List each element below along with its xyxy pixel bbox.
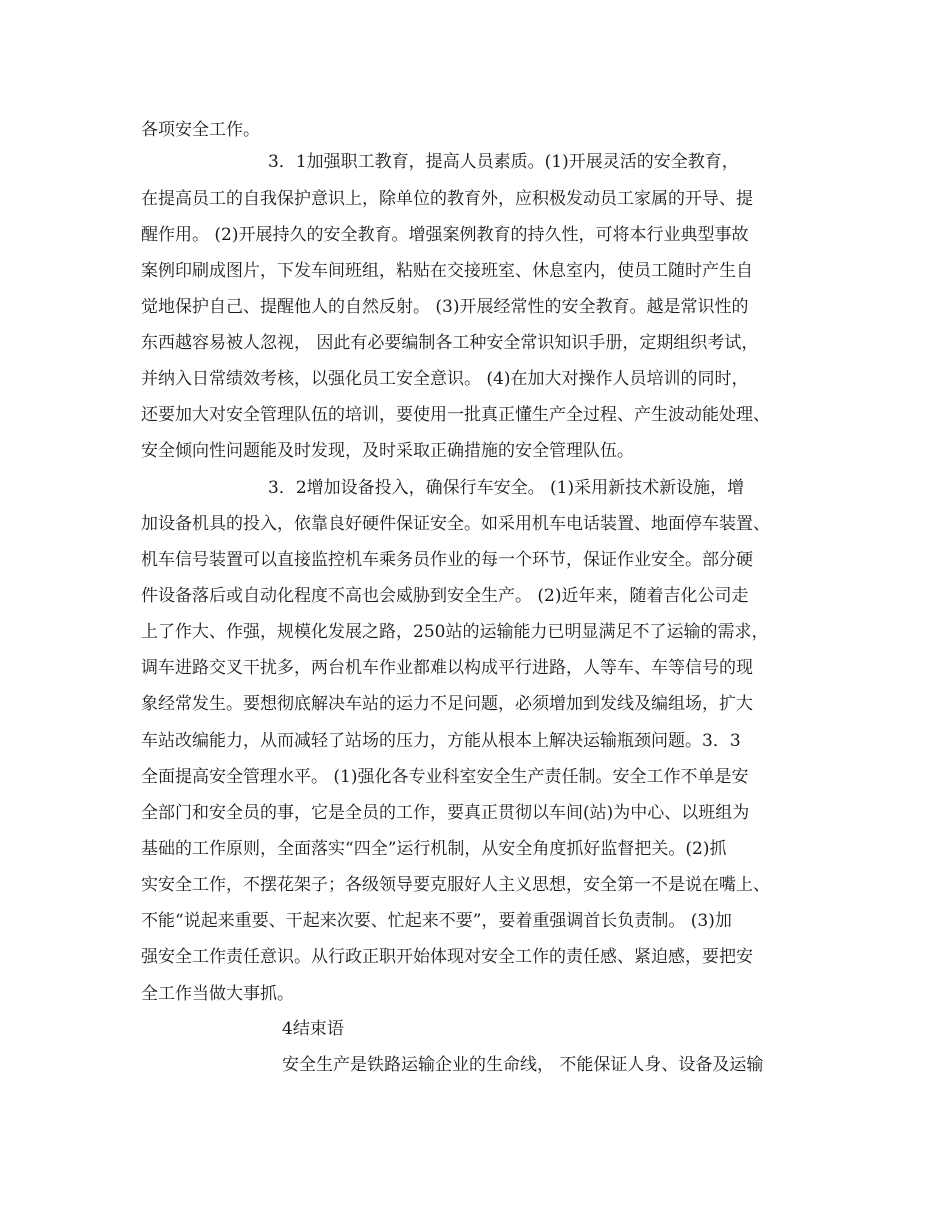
text-line: 全面提高安全管理水平。 (1)强化各专业科室安全生产责任制。安全工作不单是安 [141,767,749,787]
text-line: 觉地保护自己、提醒他人的自然反射。 (3)开展经常性的安全教育。越是常识性的 [141,297,749,317]
text-line: 安全生产是铁路运输企业的生命线， 不能保证人身、设备及运输 [282,1055,764,1075]
text-line: 案例印刷成图片，下发车间班组，粘贴在交接班室、休息室内，使员工随时产生自 [141,261,753,281]
text-line: 不能“说起来重要、干起来次要、忙起来不要”，要着重强调首长负责制。 (3)加 [141,911,732,931]
text-line: 在提高员工的自我保护意识上，除单位的教育外，应积极发动员工家属的开导、提 [141,189,753,209]
text-line: 各项安全工作。 [141,120,260,140]
text-line: 机车信号装置可以直接监控机车乘务员作业的每一个环节，保证作业安全。部分硬 [141,550,753,570]
text-line: 上了作大、作强，规模化发展之路，250站的运输能力已明显满足不了运输的需求， [141,622,769,642]
text-line: 3．2增加设备投入，确保行车安全。 (1)采用新技术新设施，增 [268,478,745,498]
text-line: 基础的工作原则，全面落实“四全”运行机制，从安全角度抓好监督把关。(2)抓 [141,839,727,859]
text-line: 3．1加强职工教育，提高人员素质。(1)开展灵活的安全教育， [268,152,739,172]
section-heading: 4结束语 [282,1019,344,1039]
text-line: 调车进路交叉干扰多，两台机车作业都难以构成平行进路，人等车、车等信号的现 [141,658,753,678]
text-line: 醒作用。 (2)开展持久的安全教育。增强案例教育的持久性，可将本行业典型事故 [141,225,749,245]
text-line: 东西越容易被人忽视， 因此有必要编制各工种安全常识知识手册，定期组织考试， [141,333,759,353]
text-line: 实安全工作，不摆花架子；各级领导要克服好人主义思想，安全第一不是说在嘴上、 [141,875,770,895]
text-line: 还要加大对安全管理队伍的培训，要使用一批真正懂生产全过程、产生波动能处理、 [141,405,770,425]
text-line: 全工作当做大事抓。 [141,984,294,1004]
text-line: 安全倾向性问题能及时发现，及时采取正确措施的安全管理队伍。 [141,441,634,461]
text-line: 并纳入日常绩效考核，以强化员工安全意识。 (4)在加大对操作人员培训的同时， [141,369,749,389]
text-line: 件设备落后或自动化程度不高也会威胁到安全生产。 (2)近年来，随着吉化公司走 [141,586,749,606]
text-line: 加设备机具的投入，依靠良好硬件保证安全。如采用机车电话装置、地面停车装置、 [141,514,770,534]
text-line: 强安全工作责任意识。从行政正职开始体现对安全工作的责任感、紧迫感，要把安 [141,947,753,967]
text-line: 车站改编能力，从而减轻了站场的压力，方能从根本上解决运输瓶颈问题。3．3 [141,731,741,751]
text-line: 全部门和安全员的事，它是全员的工作，要真正贯彻以车间(站)为中心、以班组为 [141,803,750,823]
text-line: 象经常发生。要想彻底解决车站的运力不足问题，必须增加到发线及编组场，扩大 [141,694,753,714]
